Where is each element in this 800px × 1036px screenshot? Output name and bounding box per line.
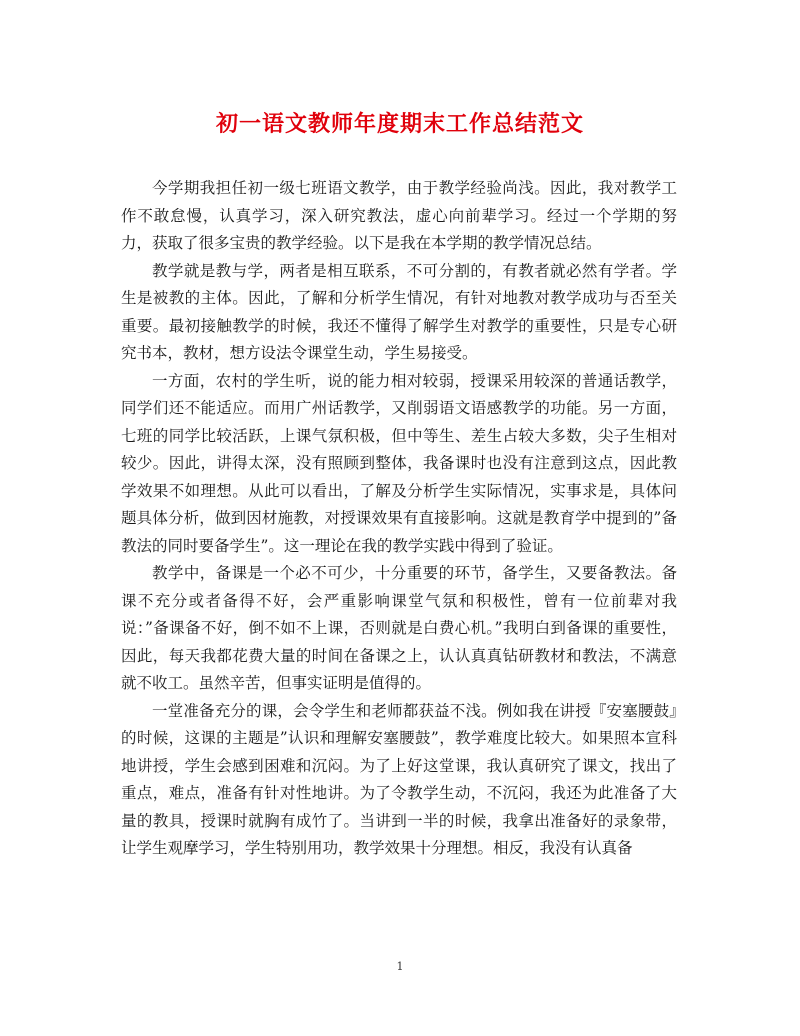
paragraph-2: 教学就是教与学，两者是相互联系，不可分割的，有教者就必然有学者。学生是被教的主体。因此，了解和分析学生情况，有针对地教对教学成功与否至关重要。最初接触教学的时候，我还不懂得了解学生对教学的重要性，只是专心研究书本，教材，想方设法令课堂生动，学生易接受。 bbox=[121, 261, 677, 362]
page-number: 1 bbox=[396, 960, 404, 973]
paragraph-4: 教学中，备课是一个必不可少，十分重要的环节，备学生，又要备教法。备课不充分或者备得不好，会严重影响课堂气氛和积极性，曾有一位前辈对我说：”备课备不好，倒不如不上课，否则就是白费心机。”我明白到备课的重要性，因此，每天我都花费大量的时间在备课之上，认认真真钻研教材和教法，不满意就不收工。虽然辛苦，但事实证明是值得的。 bbox=[121, 564, 677, 692]
paragraph-5: 一堂准备充分的课，会令学生和老师都获益不浅。例如我在讲授『安塞腰鼓』的时候，这课的主题是”认识和理解安塞腰鼓”，教学难度比较大。如果照本宣科地讲授，学生会感到困难和沉闷。为了上好这堂课，我认真研究了课文，找出了重点，难点，准备有针对性地讲。为了令教学生动，不沉闷，我还为此准备了大量的教具，授课时就胸有成竹了。当讲到一半的时候，我拿出准备好的录象带，让学生观摩学习，学生特别用功，教学效果十分理想。相反，我没有认真备 bbox=[121, 701, 677, 857]
paragraph-3: 一方面，农村的学生听，说的能力相对较弱，授课采用较深的普通话教学，同学们还不能适应。而用广州话教学，又削弱语文语感教学的功能。另一方面，七班的同学比较活跃，上课气氛积极，但中等生、差生占较大多数，尖子生相对较少。因此，讲得太深，没有照顾到整体，我备课时也没有注意到这点，因此教学效果不如理想。从此可以看出，了解及分析学生实际情况，实事求是，具体问题具体分析，做到因材施教，对授课效果有直接影响。这就是教育学中提到的”备教法的同时要备学生”。这一理论在我的教学实践中得到了验证。 bbox=[121, 371, 677, 555]
document-title: 初一语文教师年度期末工作总结范文 bbox=[215, 111, 584, 137]
paragraph-1: 今学期我担任初一级七班语文教学，由于教学经验尚浅。因此，我对教学工作不敢怠慢，认真学习，深入研究教法，虚心向前辈学习。经过一个学期的努力，获取了很多宝贵的教学经验。以下是我在本学期的教学情况总结。 bbox=[121, 179, 677, 252]
document-body bbox=[121, 175, 677, 863]
